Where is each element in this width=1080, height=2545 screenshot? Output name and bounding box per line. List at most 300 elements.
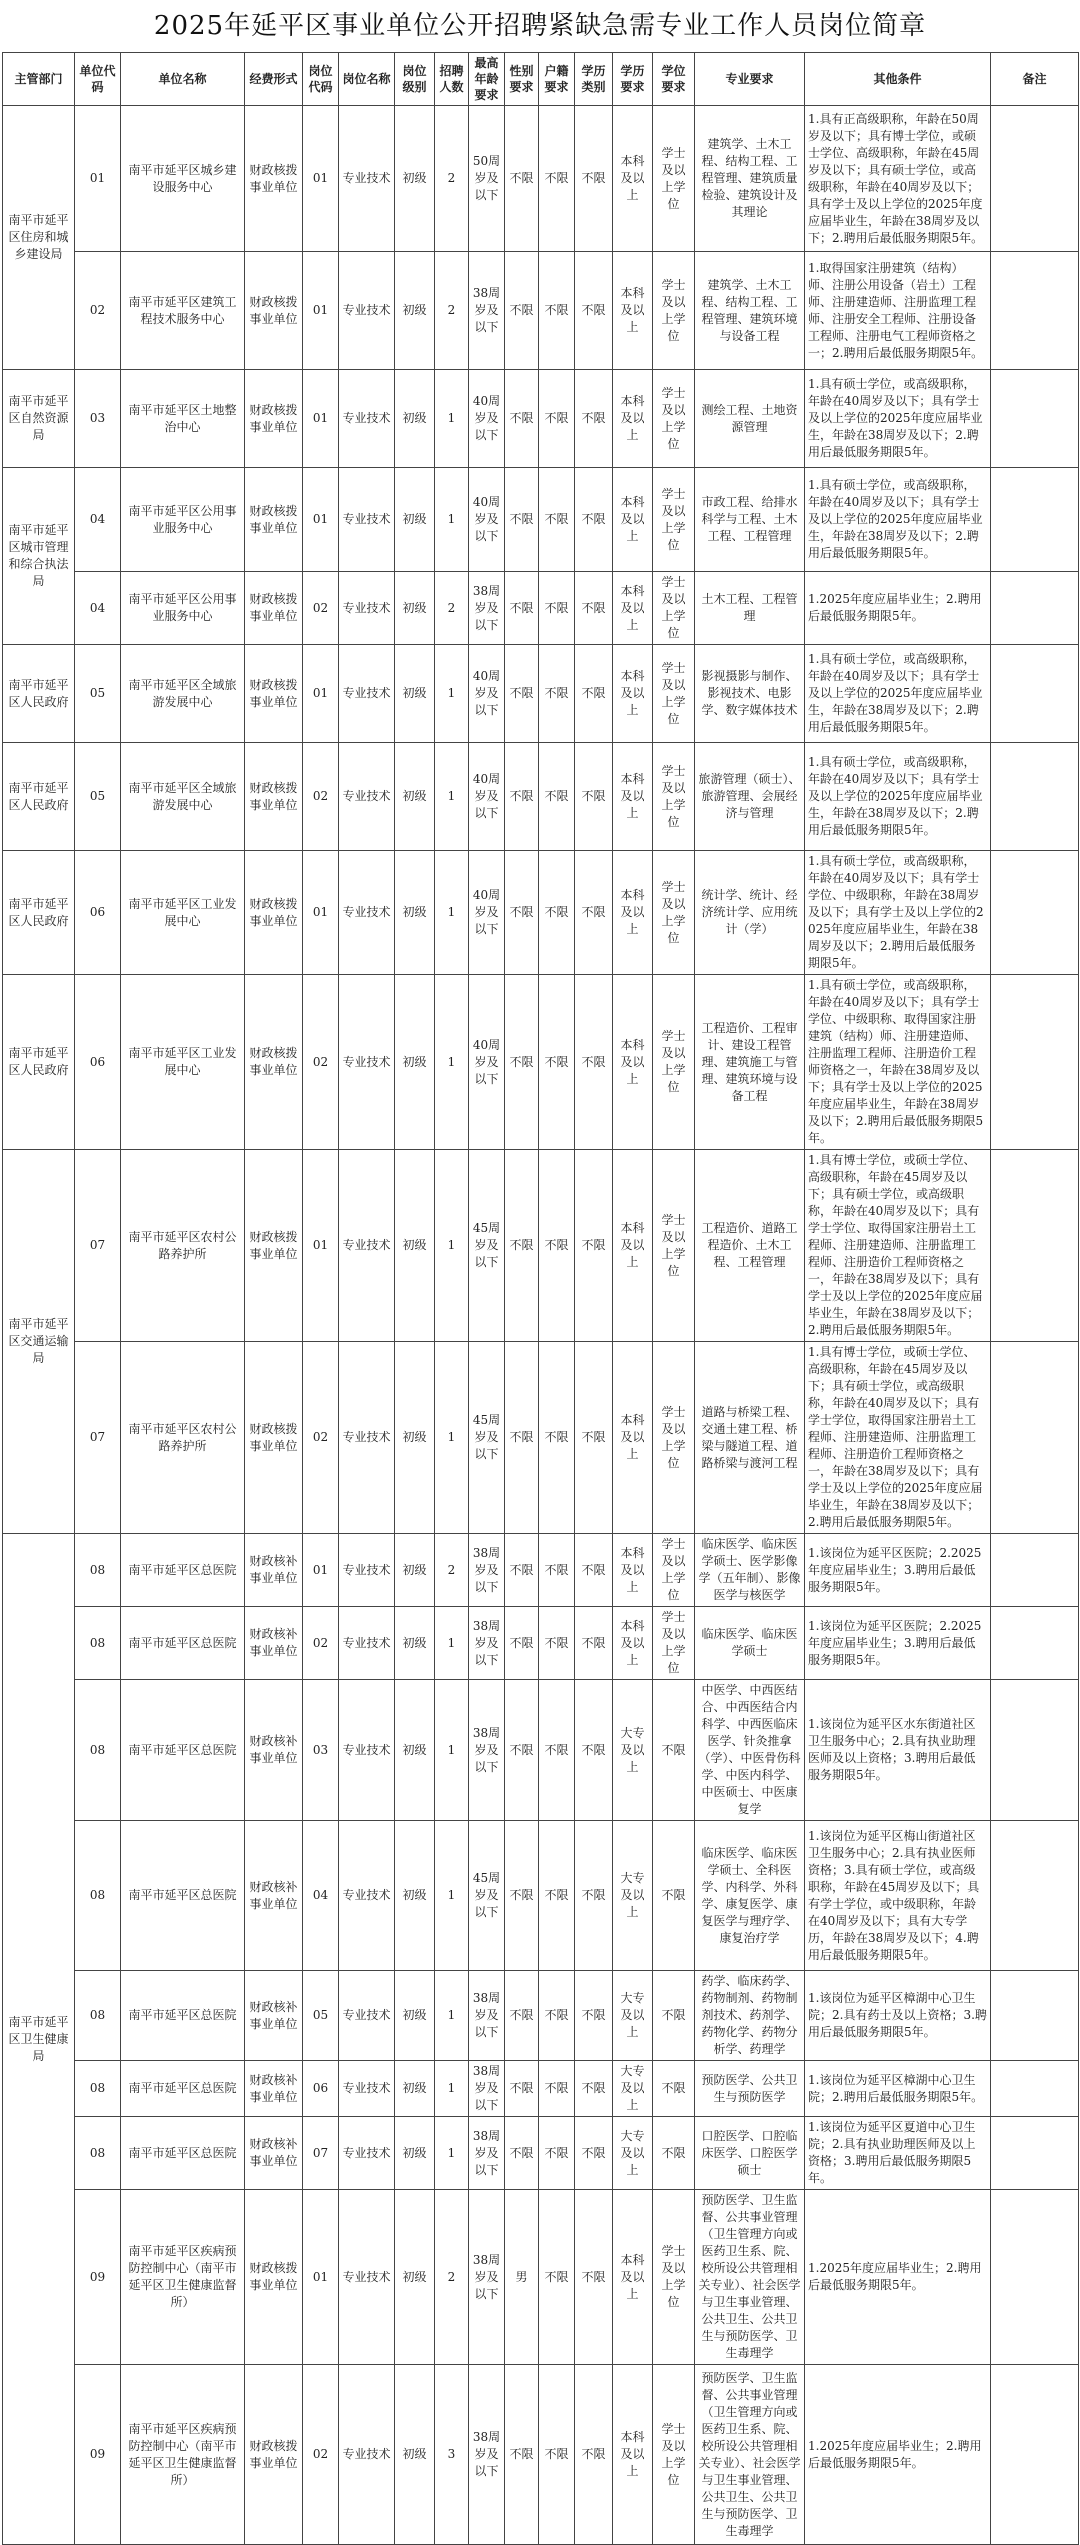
cell-num: 1 xyxy=(435,1342,469,1534)
header-unit: 单位名称 xyxy=(121,53,245,106)
cell-unit: 南平市延平区全域旅游发展中心 xyxy=(121,743,245,851)
cell-major: 预防医学、卫生监督、公共事业管理（卫生管理方向或医药卫生系、院、校所设公共管理相关专业）、社会医学与卫生事业管理、公共卫生、公共卫生与预防医学、卫生毒理学 xyxy=(695,2190,805,2365)
cell-unit: 南平市延平区疾病预防控制中心（南平市延平区卫生健康监督所） xyxy=(121,2365,245,2545)
cell-hukou: 不限 xyxy=(539,975,575,1150)
cell-edu: 本科及以上 xyxy=(613,2365,653,2545)
cell-degree: 学士及以上学位 xyxy=(653,1342,695,1534)
cell-pos: 专业技术 xyxy=(339,572,395,645)
cell-dept: 南平市延平区人民政府 xyxy=(3,645,75,743)
cell-other: 1.具有硕士学位，或高级职称，年龄在40周岁及以下；具有学士及以上学位的2025年度应届毕业生，年龄在38周岁及以下；2.聘用后最低服务期限5年。 xyxy=(805,468,991,572)
cell-pos: 专业技术 xyxy=(339,1607,395,1680)
header-age: 最高年龄要求 xyxy=(469,53,505,106)
cell-unit-code: 01 xyxy=(75,106,121,252)
cell-major: 测绘工程、土地资源管理 xyxy=(695,370,805,468)
header-funding: 经费形式 xyxy=(245,53,303,106)
cell-unit-code: 08 xyxy=(75,1821,121,1971)
cell-pos: 专业技术 xyxy=(339,2365,395,2545)
cell-note xyxy=(991,1342,1079,1534)
cell-pos-code: 02 xyxy=(303,975,339,1150)
cell-unit: 南平市延平区总医院 xyxy=(121,1607,245,1680)
table-row xyxy=(3,851,1079,975)
cell-hukou: 不限 xyxy=(539,743,575,851)
cell-pos: 专业技术 xyxy=(339,975,395,1150)
cell-degree: 学士及以上学位 xyxy=(653,743,695,851)
cell-other: 1.该岗位为延平区医院；2.2025年度应届毕业生；3.聘用后最低服务期限5年。 xyxy=(805,1607,991,1680)
table-row xyxy=(3,370,1079,468)
cell-dept: 南平市延平区交通运输局 xyxy=(3,1150,75,1534)
cell-hukou: 不限 xyxy=(539,2365,575,2545)
cell-funding: 财政核补事业单位 xyxy=(245,1821,303,1971)
cell-unit-code: 03 xyxy=(75,370,121,468)
cell-level: 初级 xyxy=(395,1150,435,1342)
table-row xyxy=(3,1342,1079,1534)
cell-hukou: 不限 xyxy=(539,468,575,572)
cell-pos-code: 04 xyxy=(303,1821,339,1971)
cell-degree: 不限 xyxy=(653,2061,695,2117)
cell-funding: 财政核补事业单位 xyxy=(245,1971,303,2061)
cell-age: 40周岁及以下 xyxy=(469,370,505,468)
cell-num: 1 xyxy=(435,851,469,975)
cell-gender: 不限 xyxy=(505,252,539,370)
cell-level: 初级 xyxy=(395,2190,435,2365)
cell-num: 1 xyxy=(435,1150,469,1342)
cell-hukou: 不限 xyxy=(539,1607,575,1680)
cell-age: 38周岁及以下 xyxy=(469,2190,505,2365)
cell-edu-type: 不限 xyxy=(575,252,613,370)
header-degree: 学位要求 xyxy=(653,53,695,106)
cell-degree: 不限 xyxy=(653,1971,695,2061)
cell-pos: 专业技术 xyxy=(339,1680,395,1821)
cell-note xyxy=(991,1534,1079,1607)
cell-funding: 财政核拨事业单位 xyxy=(245,370,303,468)
cell-level: 初级 xyxy=(395,1342,435,1534)
cell-major: 建筑学、土木工程、结构工程、工程管理、建筑环境与设备工程 xyxy=(695,252,805,370)
cell-unit-code: 07 xyxy=(75,1342,121,1534)
cell-age: 40周岁及以下 xyxy=(469,468,505,572)
table-body xyxy=(3,106,1079,2545)
cell-hukou: 不限 xyxy=(539,2190,575,2365)
cell-edu: 本科及以上 xyxy=(613,252,653,370)
cell-other: 1.该岗位为延平区水东街道社区卫生服务中心；2.具有执业助理医师及以上资格；3.聘用后最低服务期限5年。 xyxy=(805,1680,991,1821)
cell-hukou: 不限 xyxy=(539,106,575,252)
cell-pos-code: 02 xyxy=(303,2365,339,2545)
table-wrapper xyxy=(0,52,1080,2545)
cell-unit: 南平市延平区工业发展中心 xyxy=(121,975,245,1150)
cell-age: 38周岁及以下 xyxy=(469,1607,505,1680)
cell-num: 1 xyxy=(435,1821,469,1971)
cell-age: 38周岁及以下 xyxy=(469,2117,505,2190)
cell-note xyxy=(991,2061,1079,2117)
cell-gender: 不限 xyxy=(505,2061,539,2117)
cell-edu: 本科及以上 xyxy=(613,1342,653,1534)
cell-edu: 大专及以上 xyxy=(613,1971,653,2061)
cell-other: 1.具有硕士学位，或高级职称，年龄在40周岁及以下；具有学士及以上学位的2025年度应届毕业生，年龄在38周岁及以下；2.聘用后最低服务期限5年。 xyxy=(805,743,991,851)
table-row xyxy=(3,1150,1079,1342)
header-major: 专业要求 xyxy=(695,53,805,106)
cell-unit-code: 08 xyxy=(75,2061,121,2117)
cell-pos: 专业技术 xyxy=(339,106,395,252)
cell-dept: 南平市延平区人民政府 xyxy=(3,851,75,975)
cell-funding: 财政核拨事业单位 xyxy=(245,645,303,743)
table-row xyxy=(3,252,1079,370)
cell-degree: 学士及以上学位 xyxy=(653,645,695,743)
cell-unit: 南平市延平区农村公路养护所 xyxy=(121,1150,245,1342)
cell-level: 初级 xyxy=(395,2061,435,2117)
cell-funding: 财政核拨事业单位 xyxy=(245,1150,303,1342)
cell-pos-code: 01 xyxy=(303,1150,339,1342)
cell-unit: 南平市延平区总医院 xyxy=(121,1534,245,1607)
cell-major: 道路与桥梁工程、交通土建工程、桥梁与隧道工程、道路桥梁与渡河工程 xyxy=(695,1342,805,1534)
cell-pos-code: 03 xyxy=(303,1680,339,1821)
cell-note xyxy=(991,1971,1079,2061)
cell-num: 2 xyxy=(435,2190,469,2365)
cell-edu-type: 不限 xyxy=(575,106,613,252)
cell-gender: 不限 xyxy=(505,851,539,975)
cell-age: 40周岁及以下 xyxy=(469,851,505,975)
cell-pos: 专业技术 xyxy=(339,851,395,975)
cell-level: 初级 xyxy=(395,106,435,252)
cell-hukou: 不限 xyxy=(539,851,575,975)
cell-age: 40周岁及以下 xyxy=(469,975,505,1150)
cell-gender: 不限 xyxy=(505,2365,539,2545)
cell-gender: 不限 xyxy=(505,370,539,468)
cell-degree: 不限 xyxy=(653,1680,695,1821)
table-row xyxy=(3,1971,1079,2061)
cell-dept: 南平市延平区自然资源局 xyxy=(3,370,75,468)
cell-level: 初级 xyxy=(395,975,435,1150)
cell-degree: 学士及以上学位 xyxy=(653,1607,695,1680)
cell-major: 旅游管理（硕士）、旅游管理、会展经济与管理 xyxy=(695,743,805,851)
cell-other: 1.该岗位为延平区梅山街道社区卫生服务中心；2.具有执业医师资格；3.具有硕士学位，或高级职称，年龄在45周岁及以下；具有学士学位，或中级职称，年龄在40周岁及以下；具有大专学历，年龄在38周岁及以下；4.聘用后最低服务期限5年。 xyxy=(805,1821,991,1971)
cell-num: 1 xyxy=(435,975,469,1150)
cell-major: 统计学、统计、经济统计学、应用统计（学） xyxy=(695,851,805,975)
cell-unit-code: 05 xyxy=(75,645,121,743)
cell-num: 1 xyxy=(435,2117,469,2190)
cell-pos: 专业技术 xyxy=(339,1342,395,1534)
cell-age: 40周岁及以下 xyxy=(469,645,505,743)
cell-edu-type: 不限 xyxy=(575,851,613,975)
cell-degree: 不限 xyxy=(653,1821,695,1971)
cell-unit-code: 09 xyxy=(75,2190,121,2365)
cell-unit-code: 07 xyxy=(75,1150,121,1342)
cell-gender: 不限 xyxy=(505,1607,539,1680)
cell-unit: 南平市延平区全域旅游发展中心 xyxy=(121,645,245,743)
cell-level: 初级 xyxy=(395,2365,435,2545)
cell-note xyxy=(991,2117,1079,2190)
cell-gender: 不限 xyxy=(505,645,539,743)
cell-unit-code: 06 xyxy=(75,975,121,1150)
cell-age: 38周岁及以下 xyxy=(469,1534,505,1607)
table-row xyxy=(3,1680,1079,1821)
cell-edu-type: 不限 xyxy=(575,1607,613,1680)
cell-gender: 不限 xyxy=(505,106,539,252)
header-level: 岗位级别 xyxy=(395,53,435,106)
cell-unit-code: 08 xyxy=(75,1534,121,1607)
cell-pos: 专业技术 xyxy=(339,1150,395,1342)
cell-degree: 学士及以上学位 xyxy=(653,2365,695,2545)
cell-level: 初级 xyxy=(395,1607,435,1680)
cell-pos: 专业技术 xyxy=(339,2117,395,2190)
cell-other: 1.取得国家注册建筑（结构）师、注册公用设备（岩土）工程师、注册建造师、注册监理工程师、注册安全工程师、注册设备工程师、注册电气工程师资格之一；2.聘用后最低服务期限5年。 xyxy=(805,252,991,370)
cell-hukou: 不限 xyxy=(539,2061,575,2117)
cell-edu-type: 不限 xyxy=(575,1342,613,1534)
cell-note xyxy=(991,252,1079,370)
cell-pos-code: 02 xyxy=(303,572,339,645)
cell-edu: 本科及以上 xyxy=(613,468,653,572)
cell-unit-code: 02 xyxy=(75,252,121,370)
header-edu: 学历要求 xyxy=(613,53,653,106)
cell-edu-type: 不限 xyxy=(575,975,613,1150)
cell-level: 初级 xyxy=(395,851,435,975)
cell-num: 1 xyxy=(435,468,469,572)
cell-num: 2 xyxy=(435,1534,469,1607)
cell-edu-type: 不限 xyxy=(575,2190,613,2365)
table-row xyxy=(3,2117,1079,2190)
cell-edu-type: 不限 xyxy=(575,1150,613,1342)
cell-funding: 财政核拨事业单位 xyxy=(245,252,303,370)
header-num: 招聘人数 xyxy=(435,53,469,106)
cell-age: 45周岁及以下 xyxy=(469,1821,505,1971)
table-row xyxy=(3,1821,1079,1971)
cell-edu: 本科及以上 xyxy=(613,645,653,743)
cell-pos: 专业技术 xyxy=(339,1534,395,1607)
cell-gender: 不限 xyxy=(505,1342,539,1534)
cell-major: 工程造价、道路工程造价、土木工程、工程管理 xyxy=(695,1150,805,1342)
cell-degree: 学士及以上学位 xyxy=(653,106,695,252)
header-pos: 岗位名称 xyxy=(339,53,395,106)
cell-other: 1.具有硕士学位，或高级职称，年龄在40周岁及以下；具有学士及以上学位的2025年度应届毕业生，年龄在38周岁及以下；2.聘用后最低服务期限5年。 xyxy=(805,645,991,743)
cell-age: 40周岁及以下 xyxy=(469,743,505,851)
cell-note xyxy=(991,645,1079,743)
positions-table xyxy=(2,52,1079,2545)
cell-other: 1.具有博士学位，或硕士学位、高级职称，年龄在45周岁及以下；具有硕士学位，或高级职称，年龄在40周岁及以下；具有学士学位、取得国家注册岩土工程师、注册建造师、注册监理工程师、注册造价工程师资格之一，年龄在38周岁及以下；具有学士及以上学位的2025年度应届毕业生，年龄在38周岁及以下；2.聘用后最低服务期限5年。 xyxy=(805,1150,991,1342)
cell-hukou: 不限 xyxy=(539,1534,575,1607)
cell-funding: 财政核补事业单位 xyxy=(245,2117,303,2190)
cell-pos: 专业技术 xyxy=(339,645,395,743)
cell-funding: 财政核拨事业单位 xyxy=(245,1342,303,1534)
cell-level: 初级 xyxy=(395,743,435,851)
cell-major: 中医学、中西医结合、中西医结合内科学、中西医临床医学、针灸推拿（学）、中医骨伤科学、中医内科学、中医硕士、中医康复学 xyxy=(695,1680,805,1821)
cell-funding: 财政核拨事业单位 xyxy=(245,743,303,851)
cell-other: 1.该岗位为延平区樟湖中心卫生院；2.具有药士及以上资格；3.聘用后最低服务期限5年。 xyxy=(805,1971,991,2061)
cell-age: 38周岁及以下 xyxy=(469,1680,505,1821)
cell-gender: 男 xyxy=(505,2190,539,2365)
cell-age: 38周岁及以下 xyxy=(469,572,505,645)
cell-major: 临床医学、临床医学硕士、医学影像学（五年制）、影像医学与核医学 xyxy=(695,1534,805,1607)
cell-hukou: 不限 xyxy=(539,1971,575,2061)
cell-major: 预防医学、公共卫生与预防医学 xyxy=(695,2061,805,2117)
cell-level: 初级 xyxy=(395,1971,435,2061)
cell-dept: 南平市延平区人民政府 xyxy=(3,743,75,851)
cell-edu-type: 不限 xyxy=(575,1821,613,1971)
cell-hukou: 不限 xyxy=(539,645,575,743)
cell-level: 初级 xyxy=(395,252,435,370)
cell-num: 1 xyxy=(435,1680,469,1821)
header-pos-code: 岗位代码 xyxy=(303,53,339,106)
cell-other: 1.具有硕士学位，或高级职称，年龄在40周岁及以下；具有学士学位、中级职称，年龄在38周岁及以下；具有学士及以上学位的2025年度应届毕业生，年龄在38周岁及以下；2.聘用后最低服务期限5年。 xyxy=(805,851,991,975)
header-note: 备注 xyxy=(991,53,1079,106)
cell-major: 工程造价、工程审计、建设工程管理、建筑施工与管理、建筑环境与设备工程 xyxy=(695,975,805,1150)
cell-edu-type: 不限 xyxy=(575,572,613,645)
cell-hukou: 不限 xyxy=(539,370,575,468)
cell-funding: 财政核补事业单位 xyxy=(245,1607,303,1680)
cell-unit: 南平市延平区城乡建设服务中心 xyxy=(121,106,245,252)
cell-note xyxy=(991,572,1079,645)
cell-degree: 学士及以上学位 xyxy=(653,975,695,1150)
cell-age: 38周岁及以下 xyxy=(469,2365,505,2545)
header-dept: 主管部门 xyxy=(3,53,75,106)
table-row xyxy=(3,106,1079,252)
cell-level: 初级 xyxy=(395,645,435,743)
cell-funding: 财政核拨事业单位 xyxy=(245,975,303,1150)
cell-age: 45周岁及以下 xyxy=(469,1150,505,1342)
cell-edu-type: 不限 xyxy=(575,645,613,743)
cell-other: 1.该岗位为延平区夏道中心卫生院；2.具有执业助理医师及以上资格；3.聘用后最低服务期限5年。 xyxy=(805,2117,991,2190)
cell-gender: 不限 xyxy=(505,1971,539,2061)
cell-edu: 本科及以上 xyxy=(613,851,653,975)
cell-note xyxy=(991,370,1079,468)
cell-num: 1 xyxy=(435,1607,469,1680)
cell-edu: 本科及以上 xyxy=(613,743,653,851)
header-gender: 性别要求 xyxy=(505,53,539,106)
cell-age: 50周岁及以下 xyxy=(469,106,505,252)
cell-level: 初级 xyxy=(395,1680,435,1821)
cell-edu: 本科及以上 xyxy=(613,572,653,645)
cell-pos-code: 05 xyxy=(303,1971,339,2061)
cell-unit-code: 04 xyxy=(75,468,121,572)
cell-level: 初级 xyxy=(395,468,435,572)
cell-edu: 本科及以上 xyxy=(613,370,653,468)
cell-edu: 本科及以上 xyxy=(613,2190,653,2365)
table-row xyxy=(3,975,1079,1150)
cell-edu-type: 不限 xyxy=(575,370,613,468)
cell-major: 临床医学、临床医学硕士 xyxy=(695,1607,805,1680)
cell-degree: 学士及以上学位 xyxy=(653,1534,695,1607)
cell-num: 1 xyxy=(435,743,469,851)
cell-level: 初级 xyxy=(395,1534,435,1607)
cell-other: 1.具有硕士学位，或高级职称，年龄在40周岁及以下；具有学士及以上学位的2025年度应届毕业生，年龄在38周岁及以下；2.聘用后最低服务期限5年。 xyxy=(805,370,991,468)
table-row xyxy=(3,572,1079,645)
cell-edu-type: 不限 xyxy=(575,1680,613,1821)
cell-funding: 财政核拨事业单位 xyxy=(245,2365,303,2545)
cell-num: 2 xyxy=(435,572,469,645)
cell-dept: 南平市延平区卫生健康局 xyxy=(3,1534,75,2545)
header-other: 其他条件 xyxy=(805,53,991,106)
cell-unit: 南平市延平区公用事业服务中心 xyxy=(121,572,245,645)
cell-age: 38周岁及以下 xyxy=(469,2061,505,2117)
cell-degree: 学士及以上学位 xyxy=(653,851,695,975)
cell-other: 1.2025年度应届毕业生；2.聘用后最低服务期限5年。 xyxy=(805,2365,991,2545)
cell-note xyxy=(991,1680,1079,1821)
cell-unit-code: 09 xyxy=(75,2365,121,2545)
cell-gender: 不限 xyxy=(505,975,539,1150)
cell-funding: 财政核补事业单位 xyxy=(245,1534,303,1607)
cell-unit-code: 08 xyxy=(75,2117,121,2190)
cell-pos-code: 01 xyxy=(303,370,339,468)
cell-num: 2 xyxy=(435,106,469,252)
cell-major: 口腔医学、口腔临床医学、口腔医学硕士 xyxy=(695,2117,805,2190)
cell-note xyxy=(991,975,1079,1150)
cell-pos: 专业技术 xyxy=(339,743,395,851)
header-unit-code: 单位代码 xyxy=(75,53,121,106)
cell-hukou: 不限 xyxy=(539,252,575,370)
cell-unit-code: 05 xyxy=(75,743,121,851)
cell-unit: 南平市延平区总医院 xyxy=(121,2117,245,2190)
cell-pos-code: 01 xyxy=(303,468,339,572)
cell-edu-type: 不限 xyxy=(575,1534,613,1607)
page-title: 2025年延平区事业单位公开招聘紧缺急需专业工作人员岗位简章 xyxy=(153,11,927,41)
cell-note xyxy=(991,106,1079,252)
cell-num: 1 xyxy=(435,2061,469,2117)
cell-major: 建筑学、土木工程、结构工程、工程管理、建筑质量检验、建筑设计及其理论 xyxy=(695,106,805,252)
cell-pos-code: 01 xyxy=(303,2190,339,2365)
cell-unit-code: 04 xyxy=(75,572,121,645)
header-hukou: 户籍要求 xyxy=(539,53,575,106)
cell-pos-code: 01 xyxy=(303,106,339,252)
cell-degree: 学士及以上学位 xyxy=(653,468,695,572)
cell-funding: 财政核拨事业单位 xyxy=(245,572,303,645)
cell-note xyxy=(991,468,1079,572)
cell-edu: 大专及以上 xyxy=(613,1821,653,1971)
cell-gender: 不限 xyxy=(505,468,539,572)
cell-pos: 专业技术 xyxy=(339,1971,395,2061)
cell-dept: 南平市延平区住房和城乡建设局 xyxy=(3,106,75,370)
cell-degree: 学士及以上学位 xyxy=(653,572,695,645)
cell-other: 1.具有硕士学位，或高级职称，年龄在40周岁及以下；具有学士学位、中级职称、取得国家注册建筑（结构）师、注册建造师、注册监理工程师、注册造价工程师资格之一，年龄在38周岁及以下；具有学士及以上学位的2025年度应届毕业生，年龄在38周岁及以下；2.聘用后最低服务期限5年。 xyxy=(805,975,991,1150)
cell-edu: 本科及以上 xyxy=(613,1607,653,1680)
cell-pos: 专业技术 xyxy=(339,468,395,572)
table-row xyxy=(3,743,1079,851)
header-row xyxy=(3,53,1079,106)
cell-funding: 财政核补事业单位 xyxy=(245,2061,303,2117)
cell-edu-type: 不限 xyxy=(575,743,613,851)
cell-pos-code: 01 xyxy=(303,1534,339,1607)
cell-num: 1 xyxy=(435,1971,469,2061)
cell-other: 1.2025年度应届毕业生；2.聘用后最低服务期限5年。 xyxy=(805,572,991,645)
cell-unit: 南平市延平区疾病预防控制中心（南平市延平区卫生健康监督所） xyxy=(121,2190,245,2365)
cell-hukou: 不限 xyxy=(539,1342,575,1534)
cell-unit: 南平市延平区农村公路养护所 xyxy=(121,1342,245,1534)
cell-unit-code: 08 xyxy=(75,1971,121,2061)
cell-hukou: 不限 xyxy=(539,2117,575,2190)
cell-unit-code: 08 xyxy=(75,1680,121,1821)
header-edu-type: 学历类别 xyxy=(575,53,613,106)
cell-edu-type: 不限 xyxy=(575,2117,613,2190)
cell-degree: 不限 xyxy=(653,2117,695,2190)
cell-other: 1.该岗位为延平区樟湖中心卫生院；2.聘用后最低服务期限5年。 xyxy=(805,2061,991,2117)
cell-pos: 专业技术 xyxy=(339,252,395,370)
cell-note xyxy=(991,743,1079,851)
cell-hukou: 不限 xyxy=(539,1821,575,1971)
cell-pos-code: 02 xyxy=(303,1342,339,1534)
cell-age: 45周岁及以下 xyxy=(469,1342,505,1534)
cell-edu: 大专及以上 xyxy=(613,2061,653,2117)
cell-pos-code: 01 xyxy=(303,252,339,370)
cell-major: 药学、临床药学、药物制剂、药物制剂技术、药剂学、药物化学、药物分析学、药理学 xyxy=(695,1971,805,2061)
cell-edu: 本科及以上 xyxy=(613,106,653,252)
cell-gender: 不限 xyxy=(505,1821,539,1971)
table-row xyxy=(3,2061,1079,2117)
cell-funding: 财政核拨事业单位 xyxy=(245,851,303,975)
cell-hukou: 不限 xyxy=(539,572,575,645)
cell-pos: 专业技术 xyxy=(339,2190,395,2365)
cell-pos: 专业技术 xyxy=(339,370,395,468)
table-row xyxy=(3,468,1079,572)
cell-note xyxy=(991,1607,1079,1680)
cell-other: 1.2025年度应届毕业生；2.聘用后最低服务期限5年。 xyxy=(805,2190,991,2365)
cell-note xyxy=(991,1821,1079,1971)
cell-num: 3 xyxy=(435,2365,469,2545)
